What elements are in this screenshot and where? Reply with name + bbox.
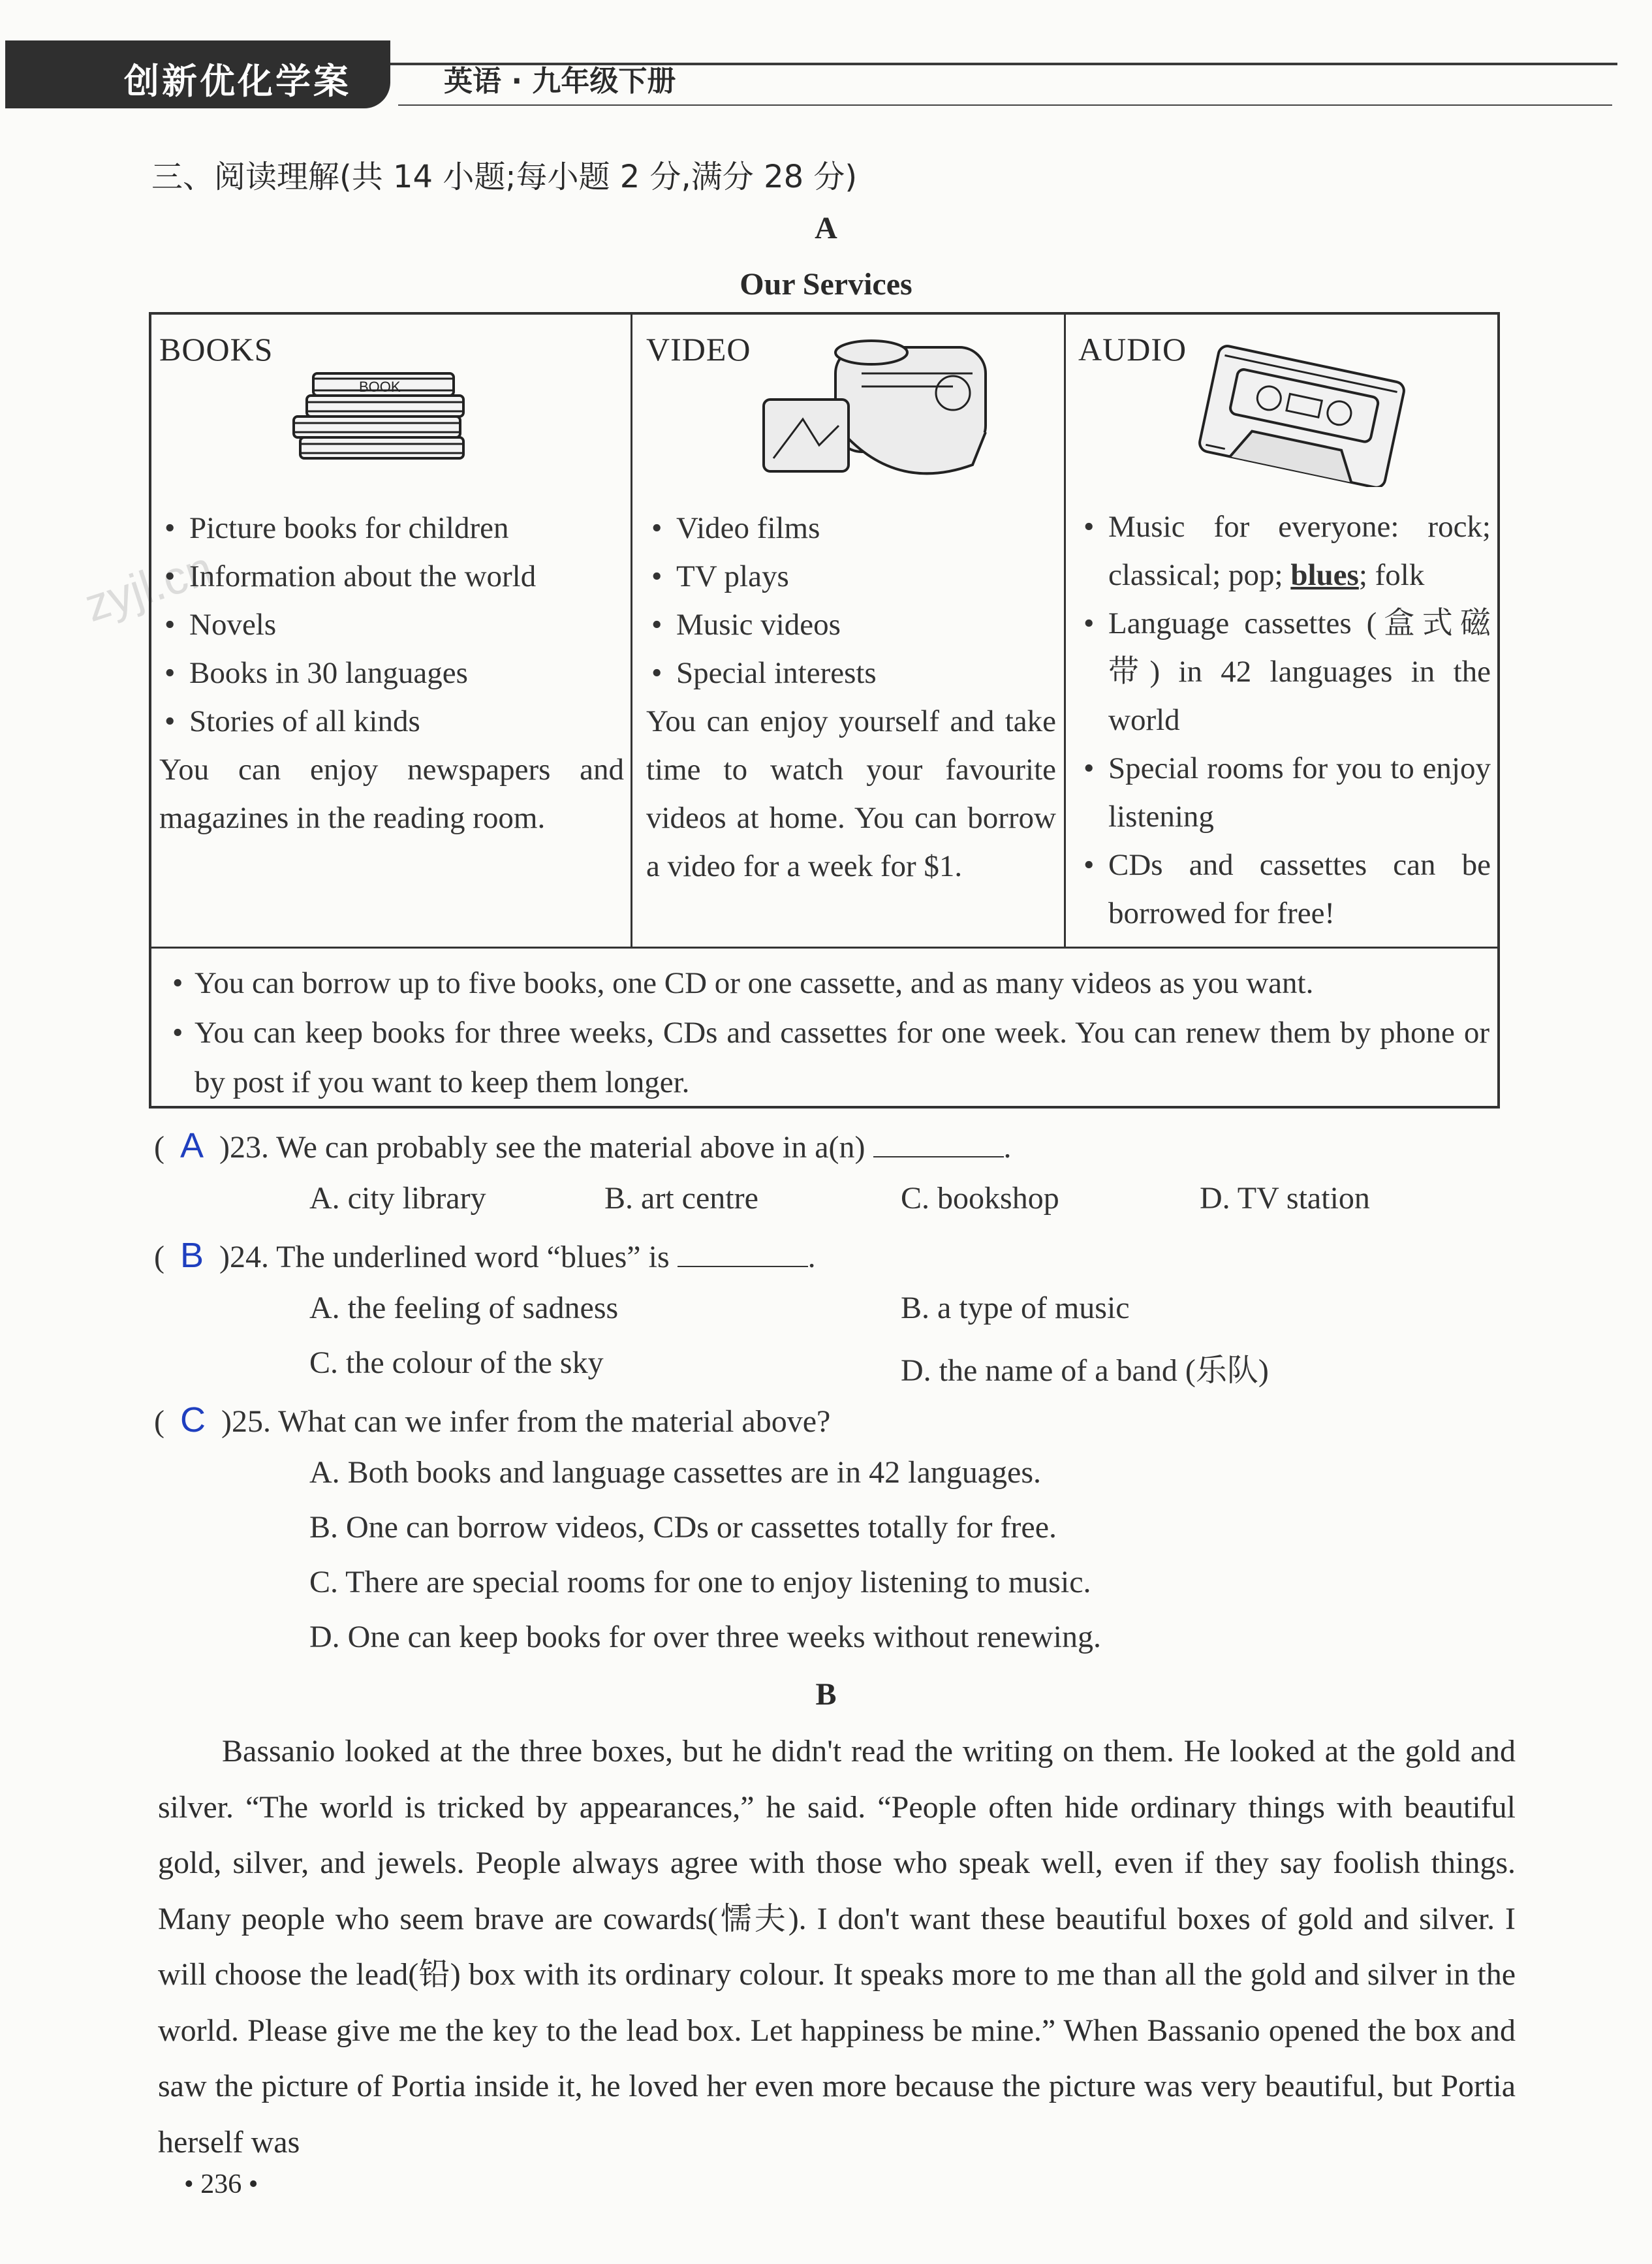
passage-b-label: B	[815, 1677, 837, 1712]
option: A. city library	[309, 1181, 486, 1216]
option: C. bookshop	[901, 1181, 1059, 1216]
video-camera-icon	[757, 334, 1005, 491]
option: B. art centre	[604, 1181, 758, 1216]
question-25: ( C )25. What can we infer from the material above?	[154, 1400, 831, 1439]
table-footer	[164, 958, 1489, 1107]
option: D. One can keep books for over three weeks without renewing.	[309, 1620, 1101, 1654]
header-underline	[398, 104, 1612, 106]
section-heading: 三、阅读理解(共 14 小题;每小题 2 分,满分 28 分)	[151, 159, 858, 195]
option: B. One can borrow videos, CDs or cassettes totally for free.	[309, 1510, 1057, 1545]
brand-title: 创新优化学案	[124, 61, 351, 102]
list-item: • Special rooms for you to enjoy listening	[1078, 744, 1491, 841]
cassette-icon	[1194, 343, 1410, 487]
list-item: • CDs and cassettes can be borrowed for free!	[1078, 841, 1491, 937]
answer-23: A	[179, 1126, 204, 1165]
list-item: • Music for everyone: rock; classical; pop; blues; folk	[1078, 503, 1491, 599]
answer-25: C	[179, 1400, 206, 1439]
list-item: • Books in 30 languages	[159, 649, 624, 697]
question-23: ( A )23. We can probably see the material above in a(n) .	[154, 1126, 1012, 1165]
option: D. TV station	[1200, 1181, 1370, 1216]
page-number: • 236 •	[184, 2169, 258, 2199]
books-note: You can enjoy newspapers and magazines in the reading room.	[159, 753, 624, 835]
passage-b-paragraph: Bassanio looked at the three boxes, but he didn't read the writing on them. He looked at the gold and silver. “The world is tricked by appearances,” he said. “People often hide ordinary things with beautiful gold, silver, and jewels. People always agree with those who speak well, even if they say foolish things. Many people who seem brave are cowards(懦夫). I don't want these beautiful boxes of gold and silver. I will choose the lead(铅) box with its ordinary colour. It speaks more to me than all the gold and silver in the world. Please give me the key to the lead box. Let happiness be mine.” When Bassanio opened the box and saw the picture of Portia inside it, he loved her even more because the picture was very beautiful, but Portia herself was	[158, 1734, 1516, 2160]
option: D. the name of a band (乐队)	[901, 1353, 1269, 1388]
option: C. the colour of the sky	[309, 1345, 604, 1380]
subject-title: 英语 · 九年级下册	[444, 65, 676, 98]
option: A. Both books and language cassettes are in 42 languages.	[309, 1455, 1042, 1490]
passage-a-label: A	[815, 211, 837, 245]
underlined-word-blues: blues	[1290, 558, 1359, 592]
option: B. a type of music	[901, 1291, 1130, 1325]
list-item: • TV plays	[646, 552, 1056, 601]
list-item: • Music videos	[646, 601, 1056, 649]
answer-blank	[873, 1130, 1004, 1157]
footer-item: • You can borrow up to five books, one CD or one cassette, and as many videos as you want.	[172, 966, 1314, 1000]
list-item: • Information about the world	[159, 552, 624, 601]
list-item: • Language cassettes (盒式磁带) in 42 languages in the world	[1078, 599, 1491, 744]
column-heading-audio: AUDIO	[1078, 331, 1187, 368]
svg-text:BOOK: BOOK	[359, 379, 401, 395]
column-heading-video: VIDEO	[646, 331, 751, 368]
books-icon	[287, 366, 476, 464]
column-divider	[631, 313, 632, 948]
watermark: zyjl.cn	[78, 542, 219, 632]
list-item: • Video films	[646, 504, 1056, 552]
option: C. There are special rooms for one to enjoy listening to music.	[309, 1565, 1091, 1599]
row-divider	[150, 947, 1499, 949]
column-heading-books: BOOKS	[159, 331, 273, 368]
audio-content	[1078, 503, 1491, 937]
video-content	[646, 504, 1056, 890]
passage-b-body	[158, 1723, 1516, 2170]
answer-blank	[678, 1240, 808, 1267]
answer-24: B	[179, 1236, 204, 1275]
column-divider	[1064, 313, 1066, 948]
question-24: ( B )24. The underlined word “blues” is .	[154, 1236, 816, 1275]
list-item: • Special interests	[646, 649, 1056, 697]
list-item: • Stories of all kinds	[159, 697, 624, 746]
services-title: Our Services	[740, 267, 912, 302]
option: A. the feeling of sadness	[309, 1291, 619, 1325]
books-content	[159, 504, 624, 842]
list-item: • Novels	[159, 601, 624, 649]
footer-item: • You can keep books for three weeks, CDs and cassettes for one week. You can renew them by phone or by post if you want to keep them longer.	[172, 1016, 1489, 1099]
list-item: • Picture books for children	[159, 504, 624, 552]
video-note: You can enjoy yourself and take time to watch your favourite videos at home. You can borrow a video for a week for $1.	[646, 704, 1056, 883]
